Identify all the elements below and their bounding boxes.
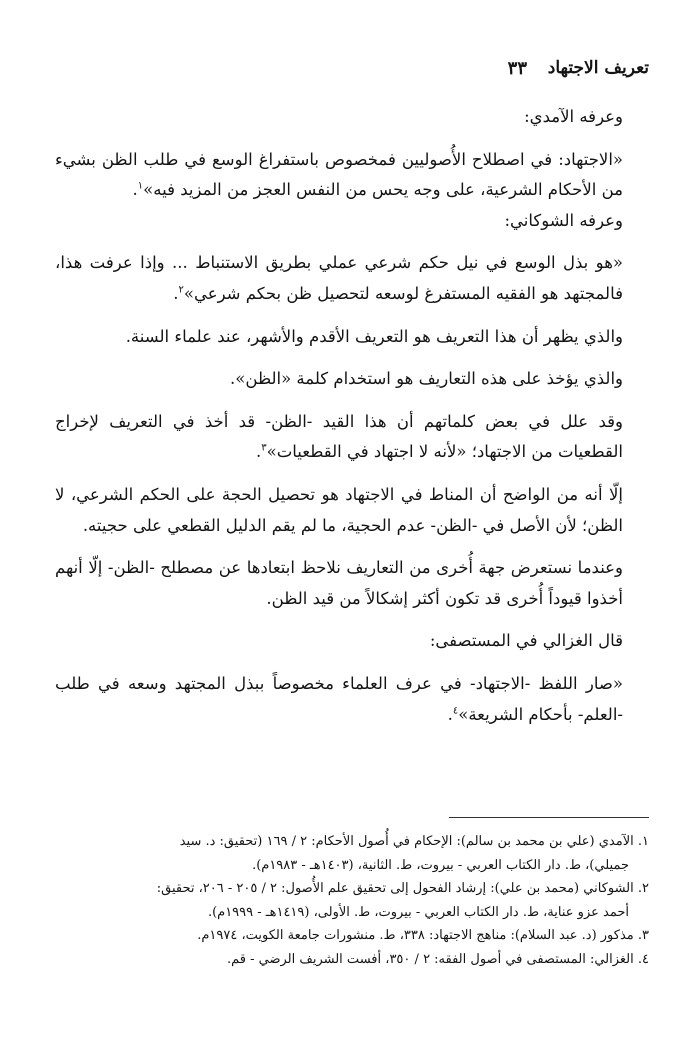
quote-paragraph: «هو بذل الوسع في نيل حكم شرعي عملي بطريق الاستنباط ... وإذا عرفت هذا، فالمجتهد هو الفقيه المستفرغ لوسعه لتحصيل ظن بحكم شرعي»$^٢$. (55, 253, 623, 303)
footnote-3: ٣. مذكور (د. عبد السلام): مناهج الاجتهاد: ٣٣٨، ط. منشورات جامعة الكويت، ١٩٧٤م. (197, 928, 649, 943)
paragraph: والذي يؤخذ على هذه التعاريف هو استخدام كلمة «الظن». (230, 369, 623, 389)
paragraph: وعرفه الشوكاني: (504, 210, 623, 230)
footnote-ref: ١ (137, 180, 144, 192)
footnote-1: ١. الآمدي (علي بن محمد بن سالم): الإحكام في أُصول الأحكام: ٢ / ١٦٩ (تحقيق: د. سيد (179, 834, 649, 849)
footnote-ref: ٤ (452, 705, 459, 716)
paragraph: والذي يظهر أن هذا التعريف هو التعريف الأقدم والأشهر، عند علماء السنة. (125, 326, 623, 346)
quote-text: «صار اللفظ -الاجتهاد- في عرف العلماء مخصوصاً ببذل المجتهد وسعه في طلب -العلم- بأحكام الشريعة» (55, 673, 623, 724)
footnote-1-continued: جميلي)، ط. دار الكتاب العربي - بيروت، ط. الثانية، (١٤٠٣هـ - ١٩٨٣م). (252, 857, 629, 873)
footnote-4: ٤. الغزالي: المستصفى في أصول الفقه: ٢ / ٣٥٠، أفست الشريف الرضي - قم. (226, 951, 649, 967)
paragraph: إلّا أنه من الواضح أن المناط في الاجتهاد هو تحصيل الحجة على الحكم الشرعي، لا الظن؛ لأن الأصل في -الظن- عدم الحجية، ما لم يقم الدليل القطعي على حجيته. (55, 484, 623, 535)
footnote-ref: ٣ (261, 442, 267, 454)
chapter-title: تعريف الاجتهاد (547, 58, 649, 78)
paragraph-text: وقد علل في بعض كلماتهم أن هذا القيد -الظن- قد أخذ في التعريف لإخراج القطعيات من الاجتهاد؛ «لأنه لا اجتهاد في القطعيات» (55, 411, 623, 462)
quote-text: «هو بذل الوسع في نيل حكم شرعي عملي بطريق الاستنباط ... وإذا عرفت هذا، فالمجتهد هو الفقيه المستفرغ لوسعه لتحصيل ظن بحكم شرعي» (55, 253, 623, 303)
footnotes (55, 830, 649, 971)
footnote-ref: ٢ (178, 284, 184, 296)
quote-paragraph: «صار اللفظ -الاجتهاد- في عرف العلماء مخصوصاً ببذل المجتهد وسعه في طلب -العلم- بأحكام الشريعة»$^٤$. (55, 673, 623, 724)
footnote-divider (449, 817, 649, 818)
quote-text: «الاجتهاد: في اصطلاح الأُصوليين فمخصوص باستفراغ الوسع في طلب الظن بشيء من الأحكام الشرعية، على وجه يحس من النفس العجز من المزيد فيه» (55, 149, 623, 200)
paragraph: وعندما نستعرض جهة أُخرى من التعاريف نلاحظ ابتعادها عن مصطلح -الظن- إلّا أنهم أخذوا قيوداً أُخرى قد تكون أكثر إشكالاً من قيد الظن. (55, 558, 623, 608)
page-number: ٣٣ (507, 58, 527, 79)
footnote-2-continued: أحمد عزو عناية، ط. دار الكتاب العربي - بيروت، ط. الأولى، (١٤١٩هـ - ١٩٩٩م). (207, 904, 629, 920)
main-text (55, 102, 649, 730)
paragraph: وقد علل في بعض كلماتهم أن هذا القيد -الظن- قد أخذ في التعريف لإخراج القطعيات من الاجتهاد؛ «لأنه لا اجتهاد في القطعيات»$^٣$. (55, 411, 623, 462)
paragraph: وعرفه الآمدي: (524, 107, 623, 126)
quote-paragraph: «الاجتهاد: في اصطلاح الأُصوليين فمخصوص باستفراغ الوسع في طلب الظن بشيء من الأحكام الشرعية، على وجه يحس من النفس العجز من المزيد فيه»$^١$. (55, 149, 623, 200)
footnote-2: ٢. الشوكاني (محمد بن علي): إرشاد الفحول إلى تحقيق علم الأُصول: ٢ / ٢٠٥ - ٢٠٦، تحقيق: (156, 881, 649, 896)
paragraph: قال الغزالي في المستصفى: (429, 631, 623, 651)
running-header (58, 58, 649, 88)
